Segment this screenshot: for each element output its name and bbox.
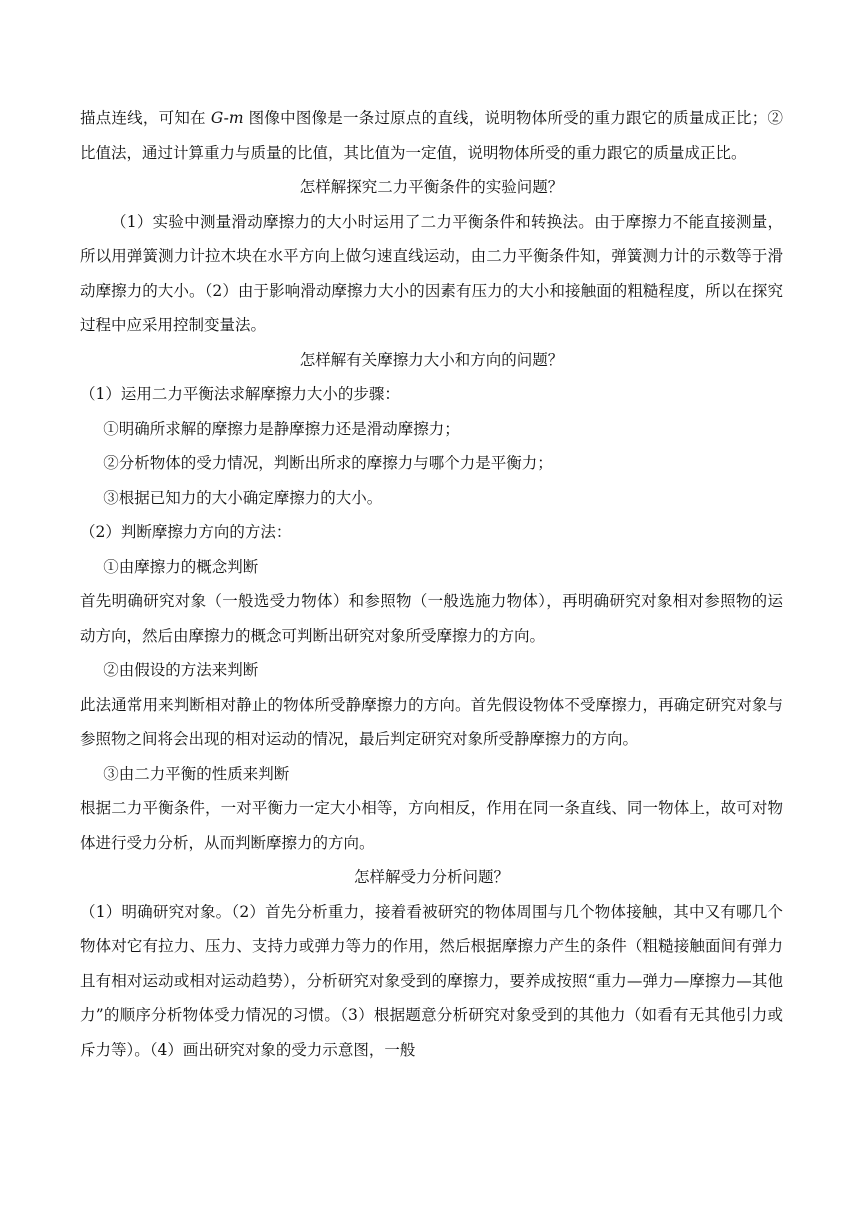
intro-text-before: 描点连线，可知在 xyxy=(80,109,211,127)
section-2-step2: ②分析物体的受力情况，判断出所求的摩擦力与哪个力是平衡力； xyxy=(103,454,553,472)
section-2-step1: ①明确所求解的摩擦力是静摩擦力还是滑动摩擦力； xyxy=(103,419,460,438)
intro-paragraph xyxy=(80,101,783,170)
method-3-body: 根据二力平衡条件，一对平衡力一定大小相等，方向相反，作用在同一条直线、同一物体上，故可对物体进行受力分析，从而判断摩擦力的方向。 xyxy=(80,799,783,852)
section-2-step3: ③根据已知力的大小确定摩擦力的大小。 xyxy=(103,488,383,507)
section-3-title: 怎样解受力分析问题？ xyxy=(353,868,509,886)
intro-variable: G-m xyxy=(210,109,244,127)
intro-text-after: 图像中图像是一条过原点的直线，说明物体所受的重力跟它的质量成正比；②比值法，通过计算重力与质量的比值，其比值为一定值，说明物体所受的重力跟它的质量成正比。 xyxy=(80,109,783,162)
method-2-title: ②由假设的方法来判断 xyxy=(103,661,259,679)
section-1-body: （1）实验中测量滑动摩擦力的大小时运用了二力平衡条件和转换法。由于摩擦力不能直接测量，所以用弹簧测力计拉木块在水平方向上做匀速直线运动，由二力平衡条件知，弹簧测力计的示数等于滑动摩擦力的大小。（2）由于影响滑动摩擦力大小的因素有压力的大小和接触面的粗糙程度，所以在探究过程中应采用控制变量法。 xyxy=(80,212,783,334)
method-1-body: 首先明确研究对象（一般选受力物体）和参照物（一般选施力物体），再明确研究对象相对参照物的运动方向，然后由摩擦力的概念可判断出研究对象所受摩擦力的方向。 xyxy=(80,592,783,645)
method-1-title: ①由摩擦力的概念判断 xyxy=(103,557,259,576)
section-2-sub2: （2）判断摩擦力方向的方法： xyxy=(80,523,292,541)
section-1-title: 怎样解探究二力平衡条件的实验问题？ xyxy=(299,178,564,196)
method-3-title: ③由二力平衡的性质来判断 xyxy=(103,764,290,783)
document-page xyxy=(80,101,783,1067)
method-2-body: 此法通常用来判断相对静止的物体所受静摩擦力的方向。首先假设物体不受摩擦力，再确定研究对象与参照物之间将会出现的相对运动的情况，最后判定研究对象所受静摩擦力的方向。 xyxy=(80,695,783,748)
section-3-body: （1）明确研究对象。（2）首先分析重力，接着看被研究的物体周围与几个物体接触，其中又有哪几个物体对它有拉力、压力、支持力或弹力等力的作用，然后根据摩擦力产生的条件（粗糙接触面间有弹力且有相对运动或相对运动趋势），分析研究对象受到的摩擦力，要养成按照“重力—弹力—摩擦力—其他力”的顺序分析物体受力情况的习惯。（3）根据题意分析研究对象受到的其他力（如看有无其他引力或斥力等）。（4）画出研究对象的受力示意图，一般 xyxy=(80,902,783,1059)
section-2-title: 怎样解有关摩擦力大小和方向的问题？ xyxy=(299,350,564,369)
section-2-sub1: （1）运用二力平衡法求解摩擦力大小的步骤： xyxy=(80,385,400,403)
